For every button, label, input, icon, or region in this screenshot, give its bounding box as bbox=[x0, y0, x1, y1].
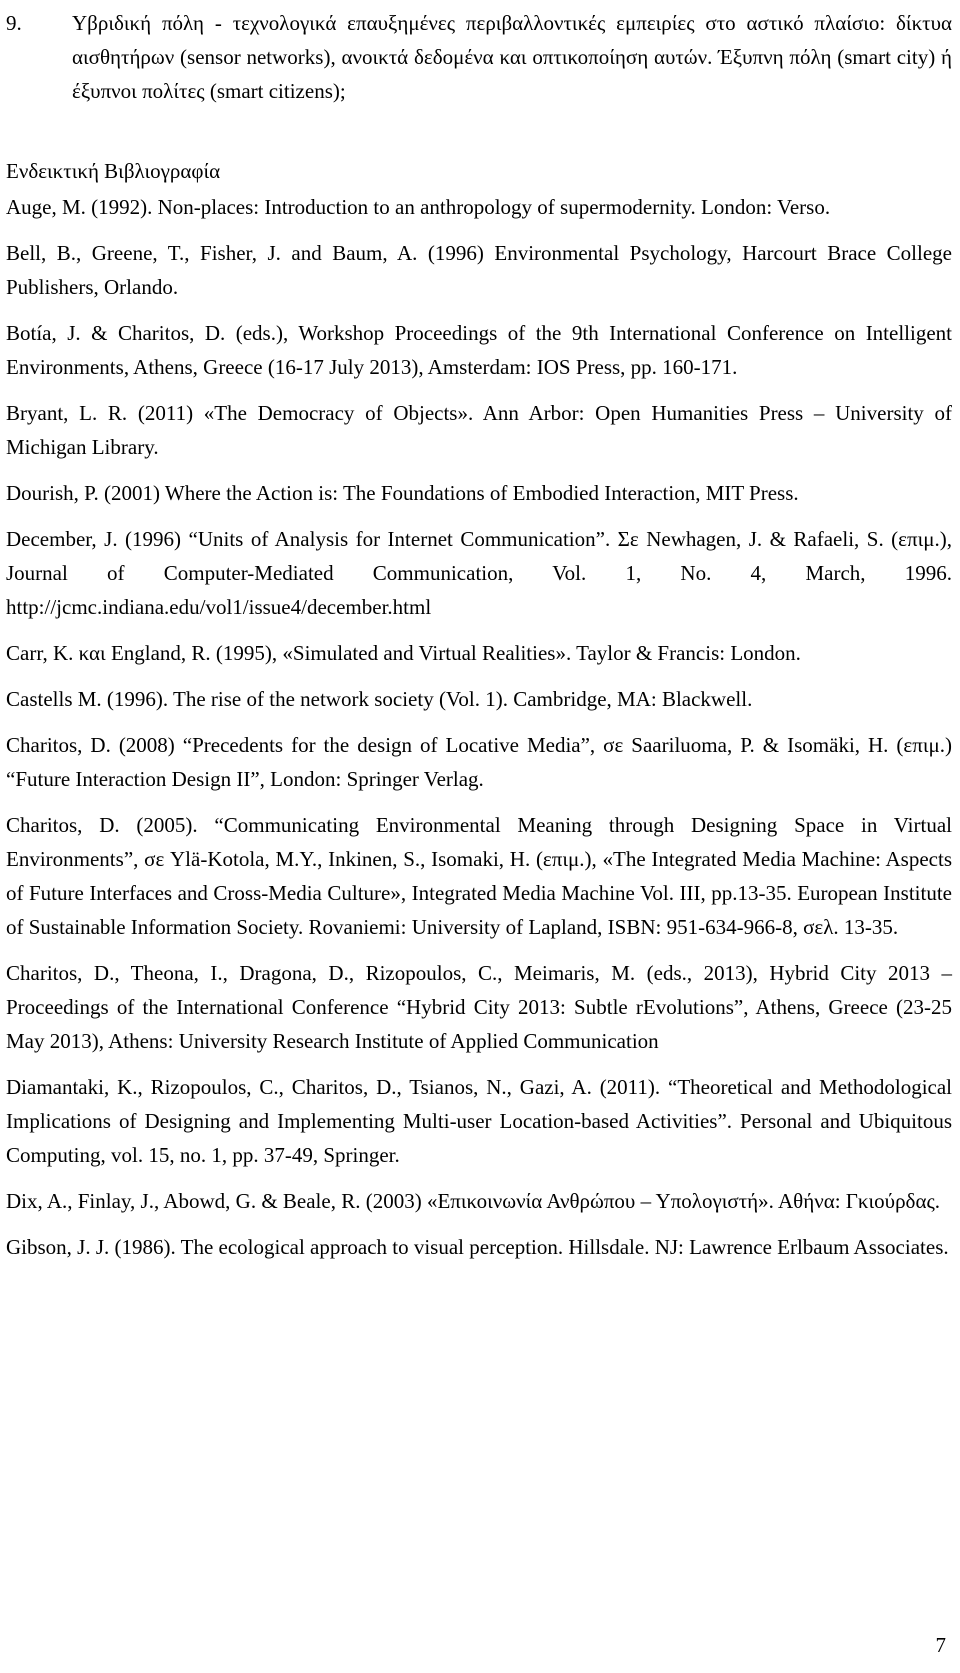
reference-item: Castells M. (1996). The rise of the network society (Vol. 1). Cambridge, MA: Blackwell. bbox=[6, 687, 753, 711]
bibliography-title: Ενδεικτική Βιβλιογραφία bbox=[6, 159, 221, 183]
reference-item: Charitos, D. (2008) “Precedents for the design of Locative Media”, σε Saariluoma, P. & Isomäki, H. (επιμ.) “Future Interaction Design II”, London: Springer Verlag. bbox=[6, 733, 952, 791]
reference-list bbox=[6, 190, 952, 1264]
reference-item: Carr, K. και England, R. (1995), «Simulated and Virtual Realities». Taylor & Francis: London. bbox=[6, 641, 801, 665]
section-heading bbox=[6, 6, 952, 108]
section-text: Υβριδική πόλη - τεχνολογικά επαυξημένες περιβαλλοντικές εμπειρίες στο αστικό πλαίσιο: δίκτυα αισθητήρων (sensor networks), ανοικτά δεδομένα και οπτικοποίηση αυτών. Έξυπνη πόλη (smart city) ή έξυπνοι πολίτες (smart citizens); bbox=[72, 11, 952, 103]
reference-item: Dix, A., Finlay, J., Abowd, G. & Beale, R. (2003) «Επικοινωνία Ανθρώπου – Υπολογιστή». Αθήνα: Γκιούρδας. bbox=[6, 1189, 941, 1213]
reference-item: Gibson, J. J. (1986). The ecological approach to visual perception. Hillsdale. NJ: Lawrence Erlbaum Associates. bbox=[6, 1235, 949, 1259]
section-number: 9. bbox=[6, 11, 22, 35]
reference-item: Dourish, P. (2001) Where the Action is: The Foundations of Embodied Interaction, MIT Press. bbox=[6, 481, 799, 505]
page-number: 7 bbox=[935, 1633, 946, 1657]
reference-item: Bell, B., Greene, T., Fisher, J. and Baum, A. (1996) Environmental Psychology, Harcourt Brace College Publishers, Orlando. bbox=[6, 241, 952, 299]
reference-item: Charitos, D., Theona, I., Dragona, D., Rizopoulos, C., Meimaris, M. (eds., 2013), Hybrid City 2013 – Proceedings of the International Conference “Hybrid City 2013: Subtle rEvolutions”, Athens, Greece (23-25 May 2013), Athens: University Research Institute of Applied Communication bbox=[6, 961, 952, 1053]
reference-item: Auge, M. (1992). Non-places: Introduction to an anthropology of supermodernity. London: Verso. bbox=[6, 195, 831, 219]
reference-item: Diamantaki, K., Rizopoulos, C., Charitos, D., Tsianos, N., Gazi, A. (2011). “Theoretical and Methodological Implications of Designing and Implementing Multi-user Location-based Activities”. Personal and Ubiquitous Computing, vol. 15, no. 1, pp. 37-49, Springer. bbox=[6, 1075, 952, 1167]
reference-item: Bryant, L. R. (2011) «The Democracy of Objects». Ann Arbor: Open Humanities Press – University of Michigan Library. bbox=[6, 401, 952, 459]
reference-item: Botía, J. & Charitos, D. (eds.), Workshop Proceedings of the 9th International Conference on Intelligent Environments, Athens, Greece (16-17 July 2013), Amsterdam: IOS Press, pp. 160-171. bbox=[6, 321, 952, 379]
reference-item: Charitos, D. (2005). “Communicating Environmental Meaning through Designing Space in Virtual Environments”, σε Ylä-Kotola, M.Y., Inkinen, S., Isomaki, H. (επιμ.), «The Integrated Media Machine: Aspects of Future Interfaces and Cross-Media Culture», Integrated Media Machine Vol. III, pp.13-35. European Institute of Sustainable Information Society. Rovaniemi: University of Lapland, ISBN: 951-634-966-8, σελ. 13-35. bbox=[6, 813, 952, 939]
reference-item: December, J. (1996) “Units of Analysis for Internet Communication”. Σε Newhagen, J. & Rafaeli, S. (επιμ.), Journal of Computer-Mediated Communication, Vol. 1, No. 4, March, 1996. http://jcmc.indiana.edu/vol1/issue4/december.html bbox=[6, 527, 952, 619]
